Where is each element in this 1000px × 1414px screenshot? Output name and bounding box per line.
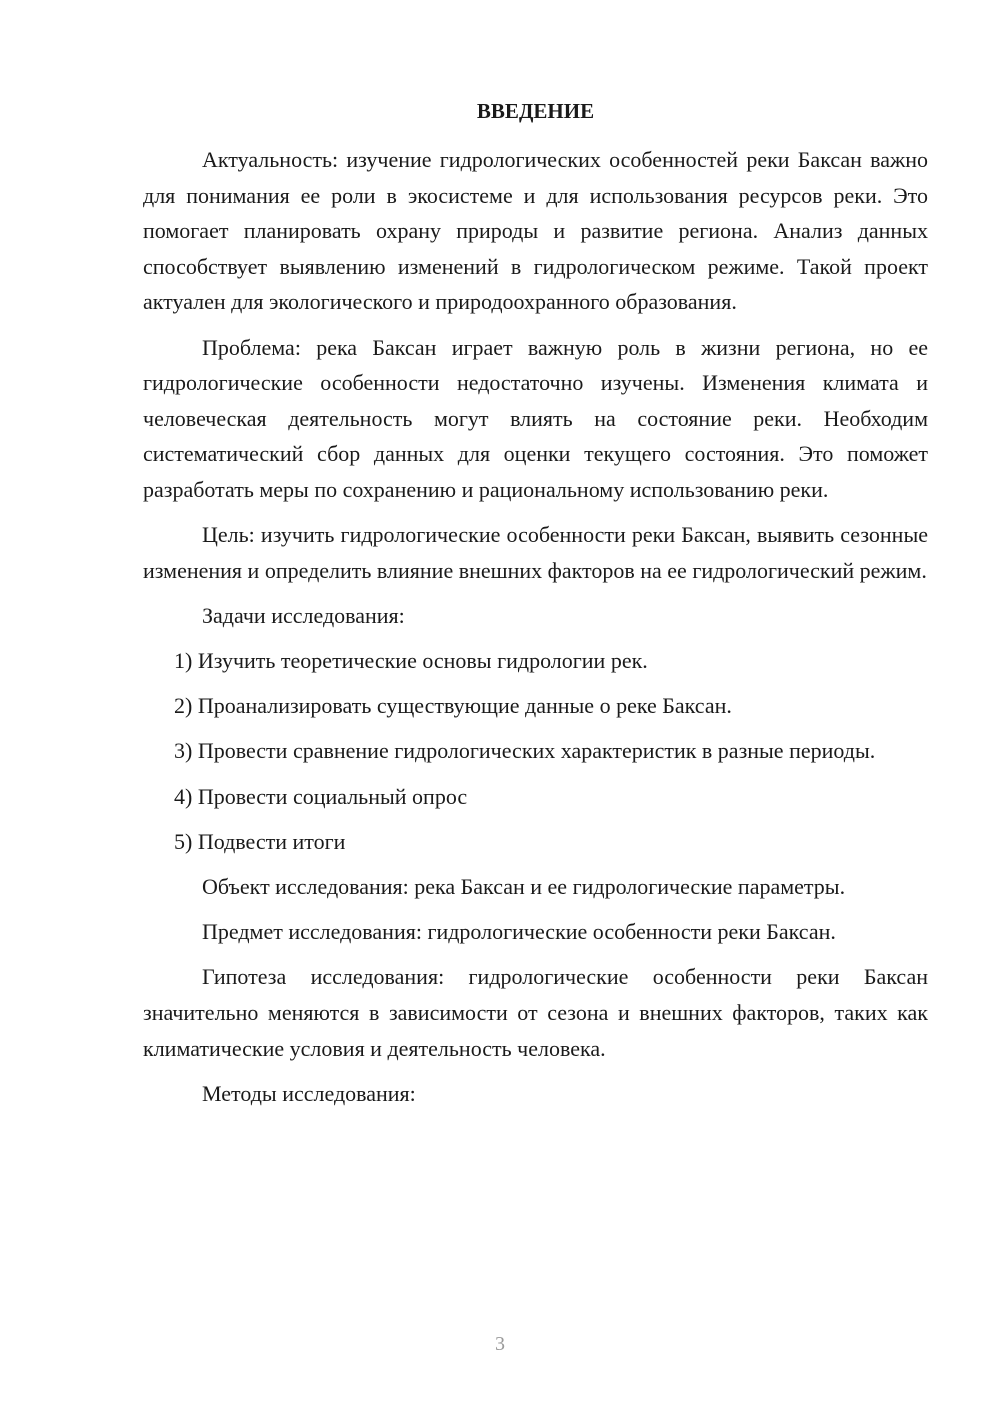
paragraph-hypothesis: Гипотеза исследования: гидрологические особенности реки Баксан значительно меняются в зависимости от сезона и внешних факторов, таких как климатические условия и деятельность человека. (143, 964, 928, 1061)
paragraph-object: Объект исследования: река Баксан и ее гидрологические параметры. (202, 874, 846, 900)
task-item-3: 3) Провести сравнение гидрологических характеристик в разные периоды. (174, 738, 876, 764)
paragraph-subject: Предмет исследования: гидрологические особенности реки Баксан. (202, 919, 836, 945)
document-page (143, 94, 928, 1121)
paragraph-methods-title: Методы исследования: (202, 1080, 416, 1106)
paragraph-tasks-title: Задачи исследования: (202, 602, 405, 628)
task-item-2: 2) Проанализировать существующие данные о реке Баксан. (174, 693, 732, 719)
page-number: 3 (495, 1333, 505, 1355)
paragraph-goal: Цель: изучить гидрологические особенности реки Баксан, выявить сезонные изменения и определить влияние внешних факторов на ее гидрологический режим. (143, 522, 928, 583)
section-heading: ВВЕДЕНИЕ (476, 99, 595, 123)
task-item-1: 1) Изучить теоретические основы гидрологии рек. (174, 648, 648, 674)
task-item-4: 4) Провести социальный опрос (174, 783, 468, 809)
paragraph-relevance: Актуальность: изучение гидрологических особенностей реки Баксан важно для понимания ее роли в экосистеме и для использования ресурсов реки. Это помогает планировать охрану природы и развитие региона. Анализ данных способствует выявлению изменений в гидрологическом режиме. Такой проект актуален для экологического и природоохранного образования. (143, 147, 928, 315)
paragraph-problem: Проблема: река Баксан играет важную роль в жизни региона, но ее гидрологические особенности недостаточно изучены. Изменения климата и человеческая деятельность могут влиять на состояние реки. Необходим систематический сбор данных для оценки текущего состояния. Это поможет разработать меры по сохранению и рациональному использованию реки. (143, 334, 928, 502)
task-item-5: 5) Подвести итоги (174, 828, 346, 854)
